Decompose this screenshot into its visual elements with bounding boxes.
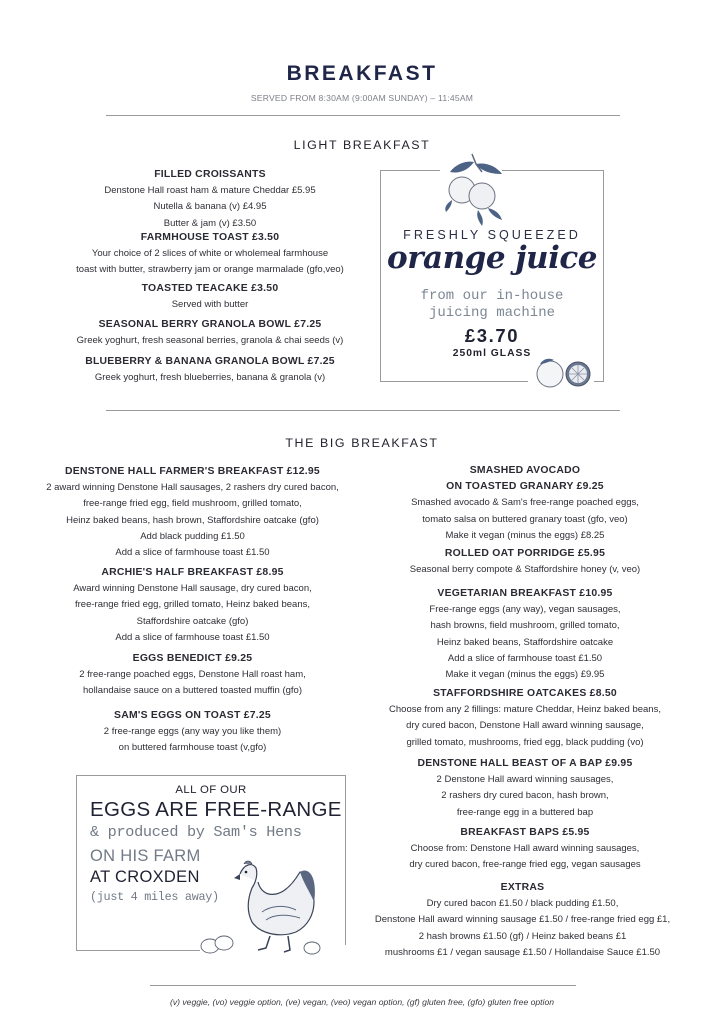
juice-script-title: orange juice	[387, 240, 597, 276]
menu-item-beast-of-a-bap	[360, 756, 690, 821]
item-line: Seasonal berry compote & Staffordshire honey (v, veo)	[409, 564, 641, 576]
footer-divider	[150, 985, 576, 986]
eggs-promo-headline: EGGS ARE FREE-RANGE	[90, 798, 342, 821]
item-line: 2 Denstone Hall award winning sausages,	[436, 774, 614, 786]
page-title: BREAKFAST	[286, 62, 438, 85]
item-line: Add a slice of farmhouse toast £1.50	[115, 547, 270, 559]
section-heading-light-breakfast: LIGHT BREAKFAST	[293, 138, 431, 152]
item-line: Served with butter	[171, 299, 249, 311]
eggs-promo-distance: (just 4 miles away)	[90, 890, 219, 904]
item-line: Heinz baked beans, Staffordshire oatcake	[436, 636, 614, 648]
orange-branch-icon	[438, 152, 506, 226]
item-name: ARCHIE'S HALF BREAKFAST £8.95	[101, 567, 284, 578]
item-line: Staffordshire oatcake (gfo)	[136, 615, 249, 627]
item-name: BREAKFAST BAPS £5.95	[460, 827, 590, 838]
juice-source-line	[380, 288, 604, 322]
menu-item-filled-croissants	[60, 167, 360, 232]
serving-hours: SERVED FROM 8:30AM (9:00AM SUNDAY) – 11:45AM	[250, 93, 474, 103]
menu-item-archies-half-breakfast	[30, 565, 355, 646]
juice-source-line-1: from our in-house	[420, 288, 564, 304]
menu-item-blueberry-banana-granola	[50, 354, 370, 386]
menu-item-vegetarian-breakfast	[365, 586, 685, 683]
item-line: free-range fried egg, field mushroom, grilled tomato,	[83, 498, 302, 510]
item-name: DENSTONE HALL FARMER'S BREAKFAST £12.95	[65, 466, 320, 477]
header-divider	[106, 115, 620, 116]
item-line: 2 award winning Denstone Hall sausages, 2 rashers dry cured bacon,	[46, 482, 339, 494]
item-line: mushrooms £1 / vegan sausage £1.50 / Hollandaise Sauce £1.50	[384, 946, 661, 958]
item-name: EXTRAS	[500, 882, 545, 893]
item-line: Greek yoghurt, fresh blueberries, banana & granola (v)	[94, 372, 326, 384]
item-line: dry cured bacon, Denstone Hall award winning sausage,	[406, 720, 644, 732]
juice-size: 250ml GLASS	[452, 348, 532, 359]
orange-halves-icon	[534, 356, 594, 390]
item-line: Nutella & banana (v) £4.95	[153, 201, 267, 213]
item-name: DENSTONE HALL BEAST OF A BAP £9.95	[417, 758, 633, 769]
item-name: EGGS BENEDICT £9.25	[132, 653, 253, 664]
menu-item-eggs-benedict	[30, 651, 355, 700]
item-line: Free-range eggs (any way), vegan sausages,	[429, 604, 621, 616]
item-line: Add black pudding £1.50	[140, 530, 245, 542]
item-line: hollandaise sauce on a buttered toasted muffin (gfo)	[83, 685, 302, 697]
item-line: Make it vegan (minus the eggs) £8.25	[445, 529, 605, 541]
eggs-promo-farm: ON HIS FARM	[90, 847, 201, 865]
item-name: SEASONAL BERRY GRANOLA BOWL £7.25	[98, 319, 322, 330]
item-line: grilled tomato, mushrooms, fried egg, black pudding (vo)	[406, 736, 644, 748]
item-line: Add a slice of farmhouse toast £1.50	[115, 631, 270, 643]
item-line: Make it vegan (minus the eggs) £9.95	[445, 669, 605, 681]
eggs-promo-line-1: ALL OF OUR	[175, 784, 247, 796]
item-name: VEGETARIAN BREAKFAST £10.95	[437, 588, 613, 599]
menu-item-breakfast-baps	[360, 825, 690, 874]
item-line: free-range fried egg, grilled tomato, Heinz baked beans,	[75, 599, 310, 611]
item-line: Heinz baked beans, hash brown, Staffordshire oatcake (gfo)	[66, 514, 319, 526]
menu-item-farmers-breakfast	[20, 464, 365, 561]
eggs-promo-croxden: AT CROXDEN	[90, 868, 200, 886]
item-line: Choose from: Denstone Hall award winning sausages,	[410, 843, 640, 855]
eggs-promo-sams-hens: & produced by Sam's Hens	[90, 823, 302, 841]
item-line: Denstone Hall award winning sausage £1.50 / free-range fried egg £1,	[374, 914, 671, 926]
juice-price: £3.70	[464, 325, 520, 346]
item-line: dry cured bacon, free-range fried egg, vegan sausages	[409, 859, 641, 871]
item-line: Your choice of 2 slices of white or wholemeal farmhouse	[91, 248, 329, 260]
item-line: Butter & jam (v) £3.50	[163, 217, 257, 229]
item-name: ROLLED OAT PORRIDGE £5.95	[444, 548, 606, 559]
item-line: hash browns, field mushroom, grilled tomato,	[430, 620, 620, 632]
item-line: tomato salsa on buttered granary toast (gfo, veo)	[422, 513, 628, 525]
item-line: 2 free-range poached eggs, Denstone Hall roast ham,	[79, 669, 306, 681]
item-line: 2 rashers dry cured bacon, hash brown,	[441, 790, 609, 802]
item-name: TOASTED TEACAKE £3.50	[141, 283, 279, 294]
menu-item-seasonal-berry-granola	[50, 317, 370, 349]
menu-item-smashed-avocado	[365, 463, 685, 544]
item-name: STAFFORDSHIRE OATCAKES £8.50	[433, 688, 617, 699]
item-line: Denstone Hall roast ham & mature Cheddar £5.95	[104, 185, 316, 197]
item-line: 2 free-range eggs (any way you like them)	[103, 726, 282, 738]
item-name-line-2: ON TOASTED GRANARY £9.25	[446, 481, 604, 493]
item-line: toast with butter, strawberry jam or orange marmalade (gfo,veo)	[76, 264, 344, 276]
item-line: Smashed avocado & Sam's free-range poached eggs,	[411, 497, 639, 509]
item-line: Award winning Denstone Hall sausage, dry cured bacon,	[73, 583, 312, 595]
menu-item-staffordshire-oatcakes	[360, 686, 690, 751]
menu-item-sams-eggs-on-toast	[30, 708, 355, 757]
item-name: FARMHOUSE TOAST £3.50	[140, 232, 280, 243]
item-name: BLUEBERRY & BANANA GRANOLA BOWL £7.25	[85, 356, 335, 367]
item-line: Choose from any 2 fillings: mature Cheddar, Heinz baked beans,	[389, 704, 661, 716]
juice-headline: FRESHLY SQUEEZED	[403, 228, 581, 242]
item-name: FILLED CROISSANTS	[154, 169, 266, 180]
item-line: Add a slice of farmhouse toast £1.50	[447, 652, 603, 664]
section-divider	[106, 410, 620, 411]
menu-item-toasted-teacake	[60, 281, 360, 313]
menu-item-farmhouse-toast	[40, 230, 380, 279]
item-line: on buttered farmhouse toast (v,gfo)	[118, 742, 267, 754]
juice-source-line-2: juicing machine	[428, 305, 556, 321]
menu-item-rolled-oat-porridge	[365, 546, 685, 578]
item-name: SMASHED AVOCADO	[469, 465, 581, 476]
hen-illustration-icon	[200, 852, 350, 957]
dietary-legend: (v) veggie, (vo) veggie option, (ve) vegan, (veo) vegan option, (gf) gluten free, (gfo) gluten free option	[169, 997, 555, 1007]
item-line: free-range egg in a buttered bap	[456, 806, 594, 818]
item-line: 2 hash browns £1.50 (gf) / Heinz baked beans £1	[418, 930, 627, 942]
item-line: Dry cured bacon £1.50 / black pudding £1.50,	[426, 898, 619, 910]
menu-item-extras	[350, 880, 695, 961]
section-heading-big-breakfast: THE BIG BREAKFAST	[285, 436, 439, 450]
item-line: Greek yoghurt, fresh seasonal berries, granola & chai seeds (v)	[76, 335, 344, 347]
item-name: SAM'S EGGS ON TOAST £7.25	[114, 710, 271, 721]
